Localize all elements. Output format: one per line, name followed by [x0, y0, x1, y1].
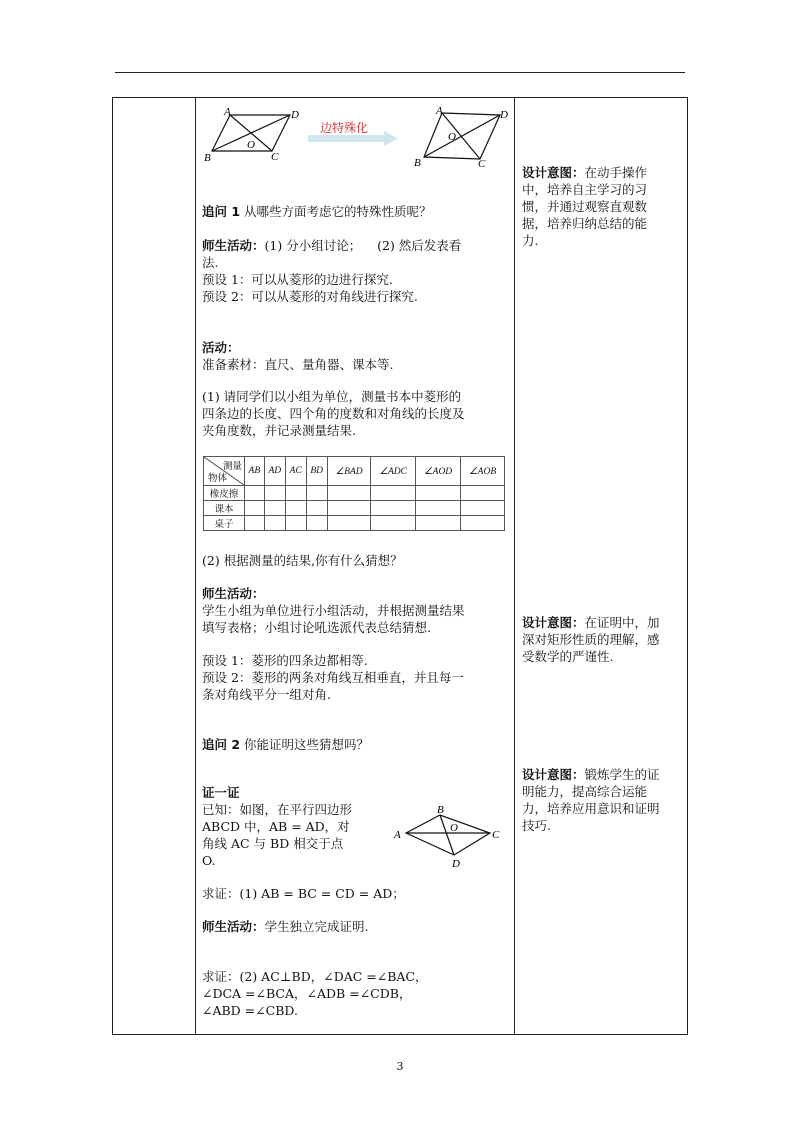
- page-number: 3: [396, 1060, 404, 1073]
- header-cell: ∠BAD: [327, 457, 371, 486]
- followup-1: [202, 203, 508, 220]
- label-b-2: B: [414, 157, 421, 169]
- specialization-figure: [200, 103, 520, 173]
- activity-4-text: 学生独立完成证明.: [264, 919, 369, 934]
- fig-label-a: A: [394, 829, 401, 841]
- table-row: [204, 486, 505, 501]
- prove-2-line1: 求证：(2) AC⊥BD，∠DAC =∠BAC，: [202, 969, 428, 984]
- task-2: [202, 552, 508, 569]
- design-note-2: [522, 614, 682, 665]
- label-o-2: O: [448, 131, 456, 143]
- task-1-line3: 夹角度数，并记录测量结果.: [202, 423, 356, 438]
- header-cell: AD: [264, 457, 285, 486]
- design-note-text: 受数学的严谨性.: [522, 649, 614, 664]
- corner-bottom: 物体: [208, 473, 228, 484]
- design-note-text: 锻炼学生的证: [584, 767, 660, 782]
- design-note-text: 力.: [522, 233, 539, 248]
- design-note-label: 设计意图：: [522, 767, 585, 782]
- row-label: 桌子: [204, 516, 245, 531]
- corner-top: 测量: [222, 461, 242, 472]
- activity-4: [202, 918, 508, 935]
- label-d: D: [291, 109, 299, 121]
- activity-3: [202, 585, 508, 636]
- task-1: [202, 388, 508, 439]
- fig-label-b: B: [437, 804, 444, 816]
- header-cell: ∠AOB: [461, 457, 505, 486]
- design-note-text: 力，培养应用意识和证明: [522, 801, 660, 816]
- fig-label-d: D: [452, 858, 460, 870]
- fig-label-c: C: [492, 829, 500, 841]
- activity-2: [202, 339, 508, 373]
- activity-1-preset1: 预设 1：可以从菱形的边进行探究.: [202, 272, 393, 287]
- followup-1-label: 追问 1: [202, 204, 241, 219]
- design-note-text: 明能力，提高综合运能: [522, 784, 648, 799]
- label-a-2: A: [436, 105, 443, 117]
- given-line4: O.: [202, 853, 216, 868]
- header-cell: BD: [306, 457, 327, 486]
- header-rule: [115, 72, 685, 73]
- specialization-label: 边特殊化: [320, 121, 369, 135]
- task-2-text: (2) 根据测量的结果,你有什么猜想？: [202, 553, 403, 568]
- rhombus-proof-figure: [392, 803, 510, 875]
- proof-given: [202, 784, 402, 869]
- label-d-2: D: [500, 109, 508, 121]
- column-divider-1: [195, 97, 196, 1035]
- label-c: C: [271, 151, 279, 163]
- row-label: 橡皮擦: [204, 486, 245, 501]
- activity-1: [202, 237, 508, 305]
- design-note-3: [522, 766, 682, 834]
- activity-3-label: 师生活动：: [202, 586, 265, 601]
- followup-2: [202, 736, 508, 753]
- measurement-table: [203, 456, 505, 531]
- design-note-text: 中，培养自主学习的习: [522, 182, 648, 197]
- task-1-line1: (1) 请同学们以小组为单位，测量书本中菱形的: [202, 389, 462, 404]
- fig-label-o: O: [450, 822, 458, 834]
- followup-1-text: 从哪些方面考虑它的特殊性质呢？: [244, 204, 432, 219]
- row-label: 课本: [204, 501, 245, 516]
- header-cell: AC: [286, 457, 307, 486]
- prove-1: [202, 885, 508, 902]
- table-corner-cell: [204, 457, 245, 486]
- design-note-text: 在动手操作: [584, 165, 648, 180]
- activity-2-materials: 准备素材：直尺、量角器、课本等.: [202, 357, 394, 372]
- label-a: A: [224, 106, 231, 118]
- design-note-text: 惯，并通过观察直观数: [522, 199, 648, 214]
- prove-1-text: 求证：(1) AB = BC = CD = AD；: [202, 886, 405, 901]
- design-note-1: [522, 164, 682, 249]
- prove-2-line3: ∠ABD =∠CBD.: [202, 1003, 298, 1018]
- activity-1-preset2: 预设 2：可以从菱形的对角线进行探究.: [202, 289, 418, 304]
- prove-2-line2: ∠DCA =∠BCA，∠ADB =∠CDB，: [202, 986, 412, 1001]
- design-note-label: 设计意图：: [522, 165, 585, 180]
- given-line3: 角线 AC 与 BD 相交于点: [202, 836, 344, 851]
- design-note-text: 在证明中，加: [584, 615, 660, 630]
- label-b: B: [204, 152, 211, 164]
- activity-1-text2: (2) 然后发表看: [377, 238, 462, 253]
- table-row: [204, 501, 505, 516]
- header-cell: ∠ADC: [371, 457, 416, 486]
- preset-2-line2: 条对角线平分一组对角.: [202, 687, 331, 702]
- proof-title: 证一证: [202, 785, 240, 800]
- label-o: O: [247, 139, 255, 151]
- given-line1: 已知：如图，在平行四边形: [202, 802, 353, 817]
- followup-2-text: 你能证明这些猜想吗？: [244, 737, 370, 752]
- header-cell: AB: [245, 457, 265, 486]
- design-note-text: 技巧.: [522, 818, 551, 833]
- presets: [202, 652, 508, 703]
- activity-4-label: 师生活动：: [202, 919, 265, 934]
- followup-2-label: 追问 2: [202, 737, 241, 752]
- design-note-text: 据，培养归纳总结的能: [522, 216, 648, 231]
- design-note-text: 深对矩形性质的理解，感: [522, 632, 660, 647]
- table-row: [204, 516, 505, 531]
- activity-2-label: 活动：: [202, 340, 240, 355]
- given-line2: ABCD 中，AB = AD，对: [202, 819, 350, 834]
- activity-1-label: 师生活动：: [202, 238, 265, 253]
- design-note-label: 设计意图：: [522, 615, 585, 630]
- column-divider-2: [514, 97, 515, 1035]
- activity-3-line1: 学生小组为单位进行小组活动，并根据测量结果: [202, 603, 465, 618]
- activity-3-line2: 填写表格；小组讨论吼选派代表总结猜想.: [202, 620, 431, 635]
- preset-1: 预设 1：菱形的四条边都相等.: [202, 653, 368, 668]
- task-1-line2: 四条边的长度、四个角的度数和对角线的长度及: [202, 406, 465, 421]
- header-cell: ∠AOD: [416, 457, 461, 486]
- preset-2-line1: 预设 2：菱形的两条对角线互相垂直，并且每一: [202, 670, 464, 685]
- activity-1-text1: (1) 分小组讨论；: [264, 238, 362, 253]
- prove-2: [202, 968, 508, 1019]
- activity-1-text3: 法.: [202, 255, 219, 270]
- rhombus-figure: [424, 113, 500, 159]
- label-c-2: C: [478, 158, 486, 170]
